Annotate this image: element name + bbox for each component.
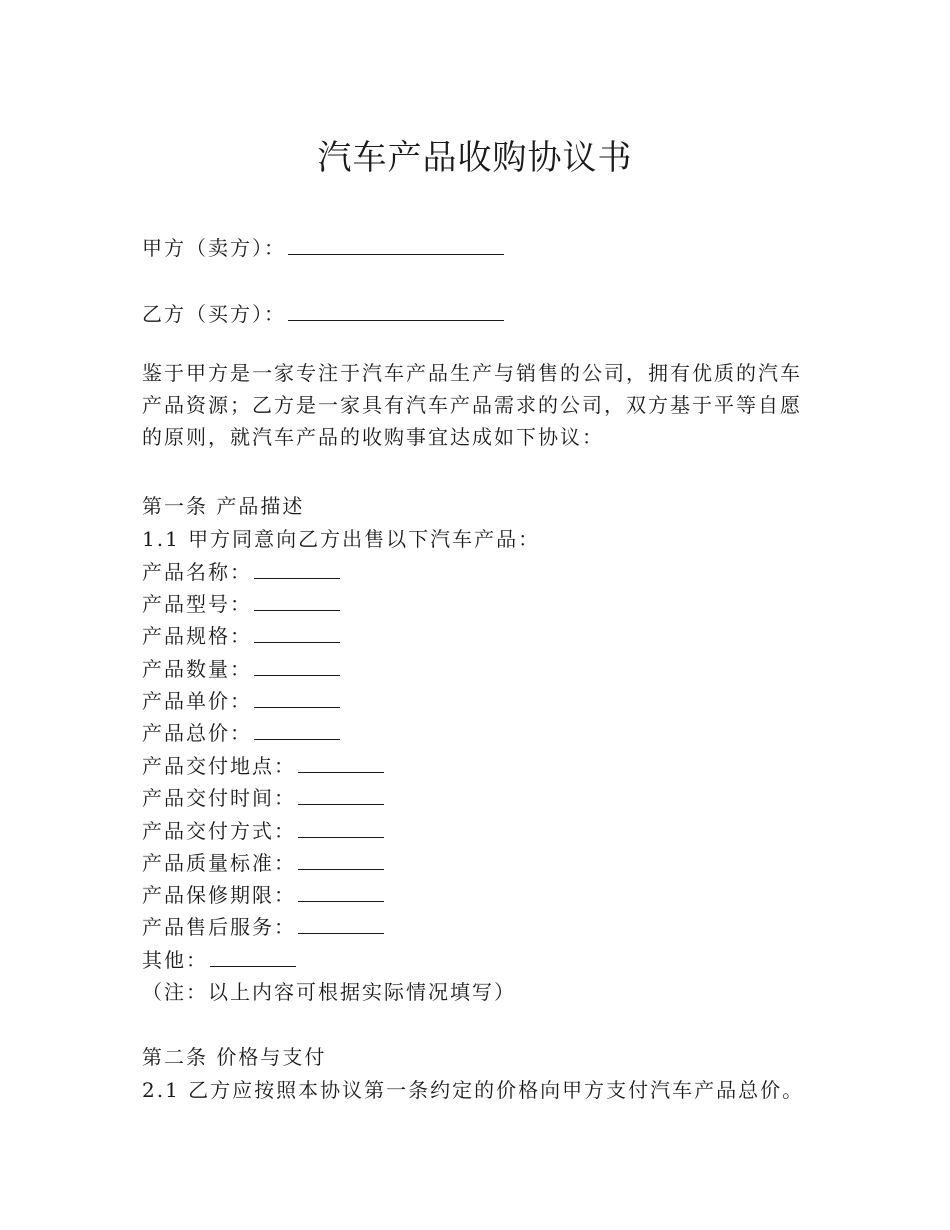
field-row — [142, 685, 340, 714]
article1-heading: 第一条 产品描述 — [142, 494, 305, 518]
field-row — [142, 620, 340, 649]
field-blank — [254, 560, 340, 579]
field-label: 产品型号： — [142, 592, 252, 616]
field-row — [142, 815, 384, 844]
field-label: 产品交付方式： — [142, 819, 296, 843]
field-label: 产品规格： — [142, 624, 252, 648]
field-blank — [254, 721, 340, 740]
document-title: 汽车产品收购协议书 — [317, 138, 633, 178]
field-row — [142, 782, 384, 811]
field-label: 产品总价： — [142, 721, 252, 745]
field-row — [142, 911, 384, 940]
field-blank — [298, 754, 384, 773]
party-a-label: 甲方（卖方）： — [142, 236, 286, 260]
field-blank — [254, 689, 340, 708]
field-row — [142, 653, 340, 682]
field-blank — [298, 915, 384, 934]
field-row — [142, 750, 384, 779]
clause-1-1: 1.1 甲方同意向乙方出售以下汽车产品： — [142, 527, 541, 551]
field-row — [142, 879, 384, 908]
field-label: 其他： — [142, 948, 208, 972]
field-row — [142, 847, 384, 876]
field-label: 产品数量： — [142, 657, 252, 681]
article2-heading: 第二条 价格与支付 — [142, 1045, 327, 1069]
clause-2-1: 2.1 乙方应按照本协议第一条约定的价格向甲方支付汽车产品总价。 — [142, 1078, 805, 1102]
party-a-line — [142, 232, 504, 261]
field-blank — [254, 592, 340, 611]
field-row — [142, 556, 340, 585]
fill-note: （注：以上内容可根据实际情况填写） — [142, 980, 516, 1004]
field-row — [142, 717, 340, 746]
field-blank — [254, 657, 340, 676]
field-label: 产品单价： — [142, 689, 252, 713]
preamble-paragraph: 鉴于甲方是一家专注于汽车产品生产与销售的公司，拥有优质的汽车产品资源；乙方是一家具有汽车产品需求的公司，双方基于平等自愿的原则，就汽车产品的收购事宜达成如下协议： — [142, 361, 802, 449]
field-blank — [254, 624, 340, 643]
field-blank — [298, 883, 384, 902]
party-a-blank — [288, 236, 504, 255]
field-label: 产品保修期限： — [142, 883, 296, 907]
field-row — [142, 588, 340, 617]
party-b-label: 乙方（买方）： — [142, 302, 286, 326]
field-label: 产品交付时间： — [142, 786, 296, 810]
field-blank — [210, 948, 296, 967]
field-label: 产品质量标准： — [142, 851, 296, 875]
field-blank — [298, 819, 384, 838]
field-row — [142, 944, 296, 973]
field-label: 产品售后服务： — [142, 915, 296, 939]
party-b-blank — [288, 302, 504, 321]
field-label: 产品交付地点： — [142, 754, 296, 778]
field-blank — [298, 786, 384, 805]
field-label: 产品名称： — [142, 560, 252, 584]
party-b-line — [142, 298, 504, 327]
field-blank — [298, 851, 384, 870]
